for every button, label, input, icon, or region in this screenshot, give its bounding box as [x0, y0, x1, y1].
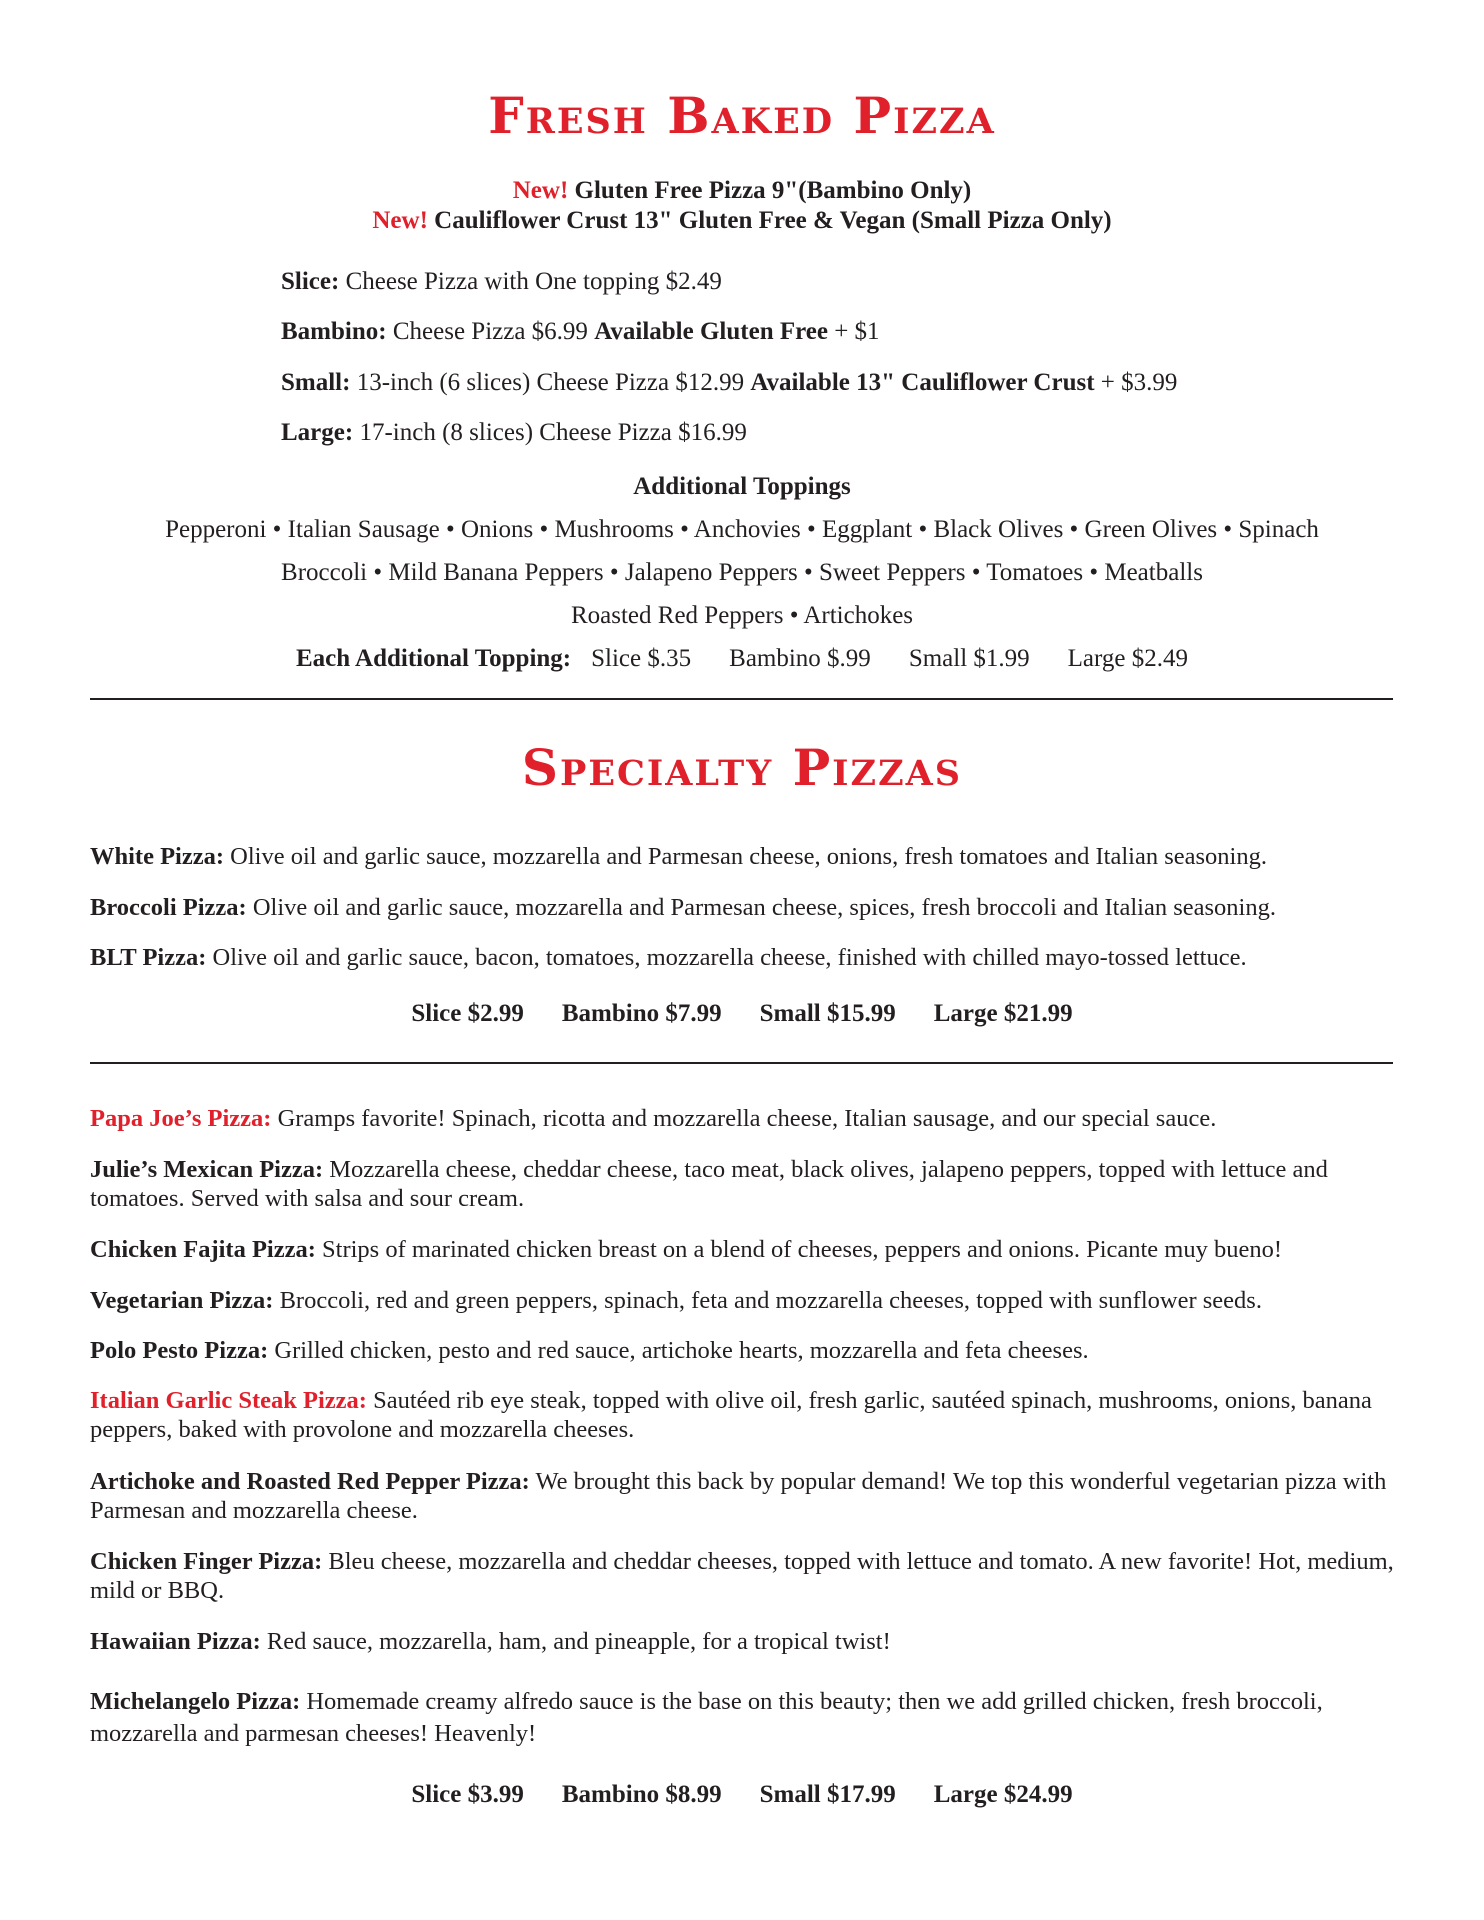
size-desc: Cheese Pizza with One topping $2.49	[345, 268, 722, 295]
menu-item-italian-garlic-steak-pizza	[90, 1386, 1396, 1444]
menu-item-chicken-finger-pizza	[90, 1547, 1396, 1605]
item-desc: Gramps favorite! Spinach, ricotta and mozzarella cheese, Italian sausage, and our special sauce.	[277, 1105, 1217, 1132]
price: Slice $2.99	[411, 1000, 524, 1027]
gluten-free-text: Gluten Free Pizza 9"(Bambino Only)	[574, 177, 972, 204]
item-name: Chicken Fajita Pizza:	[90, 1236, 316, 1263]
new-label: New!	[372, 207, 428, 234]
size-option: Available 13" Cauliflower Crust	[750, 369, 1095, 396]
item-desc: Olive oil and garlic sauce, bacon, tomatoes, mozzarella cheese, finished with chilled mayo-tossed lettuce.	[212, 944, 1247, 971]
menu-item-white-pizza	[90, 842, 1396, 871]
specialty-price-row-1	[0, 999, 1484, 1029]
price: Large $24.99	[933, 1781, 1073, 1808]
menu-item-blt-pizza	[90, 943, 1396, 972]
item-desc: Strips of marinated chicken breast on a blend of cheeses, peppers and onions. Picante muy bueno!	[322, 1236, 1283, 1263]
item-name: Artichoke and Roasted Red Pepper Pizza:	[90, 1468, 530, 1495]
item-name: Italian Garlic Steak Pizza:	[90, 1387, 367, 1414]
divider	[90, 698, 1393, 700]
menu-item-papa-joes-pizza	[90, 1104, 1396, 1133]
size-option: Available Gluten Free	[594, 318, 828, 345]
item-name: Hawaiian Pizza:	[90, 1628, 261, 1655]
menu-item-broccoli-pizza	[90, 893, 1396, 922]
toppings-line-3: Roasted Red Peppers • Artichokes	[570, 602, 914, 629]
item-name: Papa Joe’s Pizza:	[90, 1105, 272, 1132]
size-slice	[281, 267, 722, 297]
topping-price-label: Each Additional Topping:	[296, 645, 572, 672]
topping-price: Small $1.99	[908, 645, 1030, 672]
price: Bambino $7.99	[561, 1000, 722, 1027]
menu-item-vegetarian-pizza	[90, 1286, 1396, 1315]
topping-price: Large $2.49	[1067, 645, 1188, 672]
cauliflower-text: Cauliflower Crust 13" Gluten Free & Vegan (Small Pizza Only)	[434, 207, 1112, 234]
price: Small $15.99	[759, 1000, 896, 1027]
item-name: Michelangelo Pizza:	[90, 1688, 301, 1715]
item-desc: Red sauce, mozzarella, ham, and pineapple, for a tropical twist!	[266, 1628, 891, 1655]
item-desc: Homemade creamy alfredo sauce is the base on this beauty; then we add grilled chicken, fresh broccoli, mozzarella and parmesan cheeses! Heavenly!	[90, 1688, 1323, 1747]
size-option-price: + $3.99	[1100, 369, 1178, 396]
topping-price-row	[0, 644, 1484, 674]
item-name: Vegetarian Pizza:	[90, 1287, 274, 1314]
price: Small $17.99	[759, 1781, 896, 1808]
divider	[90, 1062, 1393, 1064]
menu-item-michelangelo-pizza	[90, 1686, 1396, 1750]
size-name: Large:	[281, 419, 354, 446]
price: Large $21.99	[933, 1000, 1073, 1027]
item-desc: Broccoli, red and green peppers, spinach, feta and mozzarella cheeses, topped with sunflower seeds.	[279, 1287, 1262, 1314]
topping-price: Slice $.35	[591, 645, 692, 672]
size-desc: 13-inch (6 slices) Cheese Pizza $12.99	[356, 369, 745, 396]
item-name: Chicken Finger Pizza:	[90, 1548, 323, 1575]
size-name: Slice:	[281, 268, 340, 295]
section-title-fresh-baked-pizza: Fresh Baked Pizza	[488, 86, 996, 145]
topping-price: Bambino $.99	[729, 645, 871, 672]
toppings-line-1: Pepperoni • Italian Sausage • Onions • Mushrooms • Anchovies • Eggplant • Black Olives • Green Olives • Spinach	[165, 516, 1319, 543]
item-desc: Olive oil and garlic sauce, mozzarella and Parmesan cheese, spices, fresh broccoli and Italian seasoning.	[252, 894, 1276, 921]
item-name: Julie’s Mexican Pizza:	[90, 1156, 324, 1183]
item-desc: Sautéed rib eye steak, topped with olive oil, fresh garlic, sautéed spinach, mushrooms, onions, banana peppers, baked with provolone and mozzarella cheeses.	[90, 1387, 1372, 1443]
item-name: White Pizza:	[90, 843, 225, 870]
toppings-line-2: Broccoli • Mild Banana Peppers • Jalapeno Peppers • Sweet Peppers • Tomatoes • Meatballs	[281, 559, 1203, 586]
menu-item-polo-pesto-pizza	[90, 1336, 1396, 1365]
menu-item-chicken-fajita-pizza	[90, 1235, 1396, 1264]
size-small	[281, 368, 1177, 398]
size-name: Bambino:	[281, 318, 387, 345]
item-desc: Bleu cheese, mozzarella and cheddar cheeses, topped with lettuce and tomato. A new favorite! Hot, medium, mild or BBQ.	[90, 1548, 1394, 1604]
price: Slice $3.99	[411, 1781, 524, 1808]
size-bambino	[281, 317, 880, 347]
menu-item-hawaiian-pizza	[90, 1627, 1396, 1656]
item-desc: Mozzarella cheese, cheddar cheese, taco meat, black olives, jalapeno peppers, topped with lettuce and tomatoes. Served with salsa and sour cream.	[90, 1156, 1328, 1212]
item-desc: Olive oil and garlic sauce, mozzarella and Parmesan cheese, onions, fresh tomatoes and Italian seasoning.	[230, 843, 1267, 870]
item-name: BLT Pizza:	[90, 944, 207, 971]
size-desc: 17-inch (8 slices) Cheese Pizza $16.99	[359, 419, 747, 446]
item-name: Broccoli Pizza:	[90, 894, 247, 921]
price: Bambino $8.99	[561, 1781, 722, 1808]
item-desc: Grilled chicken, pesto and red sauce, artichoke hearts, mozzarella and feta cheeses.	[274, 1337, 1089, 1364]
section-title-specialty-pizzas: Specialty Pizzas	[521, 738, 963, 797]
gluten-free-notice	[0, 176, 1484, 206]
cauliflower-notice	[0, 206, 1484, 236]
menu-item-julies-mexican-pizza	[90, 1155, 1396, 1213]
item-name: Polo Pesto Pizza:	[90, 1337, 269, 1364]
specialty-price-row-2	[0, 1780, 1484, 1810]
new-label: New!	[512, 177, 569, 204]
item-desc: We brought this back by popular demand! We top this wonderful vegetarian pizza with Parmesan and mozzarella cheese.	[90, 1468, 1387, 1524]
toppings-heading: Additional Toppings	[633, 473, 851, 500]
menu-item-artichoke-roasted-red-pepper-pizza	[90, 1467, 1396, 1525]
size-large	[281, 418, 747, 448]
size-option-price: + $1	[834, 318, 880, 345]
size-name: Small:	[281, 369, 351, 396]
size-desc: Cheese Pizza $6.99	[392, 318, 588, 345]
